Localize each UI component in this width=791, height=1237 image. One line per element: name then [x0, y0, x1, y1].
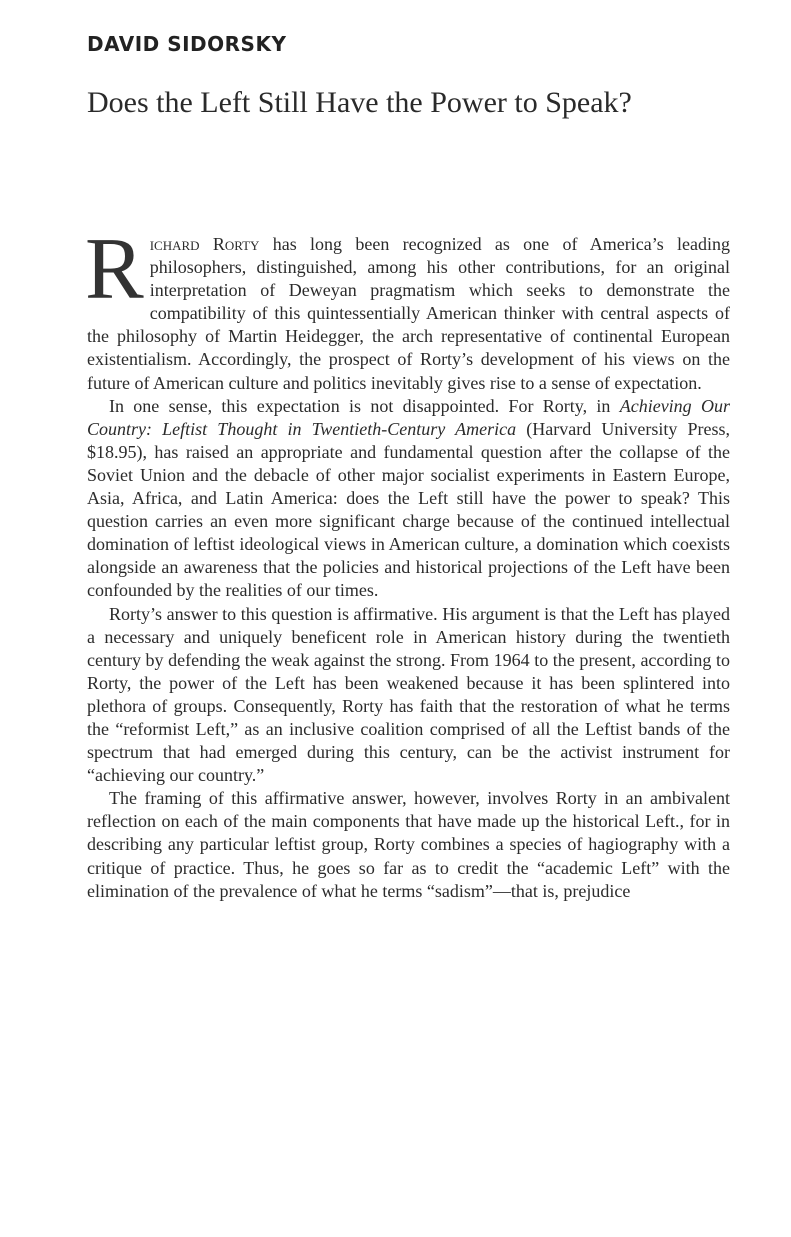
paragraph-2: [87, 395, 730, 603]
article-body: [85, 221, 730, 903]
paragraph-2-text: (Harvard University Press, $18.95), has raised an appropriate and fundamental question after the collapse of the Soviet Union and the debacle of other major socialist experiments in Eastern Europe, Asia, Africa, and Latin America: does the Left still have the power to speak? This question carries an even more significant charge because of the continued intellectual domination of leftist ideological views in American culture, a domination which coexists alongside an awareness that the policies and historical projections of the Left have been confounded by the realities of our times.: [87, 418, 730, 601]
paragraph-4: The framing of this affirmative answer, however, involves Rorty in an ambivalent reflection on each of the main components that have made up the historical Left., for in describing any particular leftist group, Rorty combines a species of hagiography with a critique of practice. Thus, he goes so far as to credit the “academic Left” with the elimination of the prevalence of what he terms “sadism”—that is, prejudice: [87, 788, 730, 901]
author-name: DAVID SIDORSKY: [87, 32, 287, 56]
paragraph-1: [85, 221, 730, 395]
book-title: Achieving Our Country: Leftist Thought in Twentieth-Century America: [87, 395, 730, 439]
paragraph-1-text: has long been recognized as one of America’s leading philosophers, distinguished, among his other contributions, for an original interpretation of Deweyan pragmatism which seeks to demonstrate the compatibility of this quintessentially American thinker with central aspects of the philosophy of Martin Heidegger, the arch representative of continental European existentialism. Accordingly, the prospect of Rorty’s development of his views on the future of American culture and politics inevitably gives rise to a sense of expectation.: [87, 234, 730, 393]
drop-cap: R: [85, 221, 144, 318]
paragraph-2-intro: In one sense, this expectation is not disappointed. For Rorty, in: [109, 395, 620, 416]
article-title: Does the Left Still Have the Power to Speak?: [87, 86, 632, 119]
lead-in-small-caps: ichard Rorty: [149, 234, 260, 254]
paragraph-3: Rorty’s answer to this question is affirmative. His argument is that the Left has played a necessary and uniquely beneficent role in American history during the twentieth century by defending the weak against the strong. From 1964 to the present, according to Rorty, the power of the Left has been weakened because it has been splintered into plethora of groups. Consequently, Rorty has faith that the restoration of what he terms the “reformist Left,” as an inclusive coalition comprised of all the Leftist bands of the spectrum that had emerged during this century, can be the activist instrument for “achieving our country.”: [87, 603, 730, 786]
